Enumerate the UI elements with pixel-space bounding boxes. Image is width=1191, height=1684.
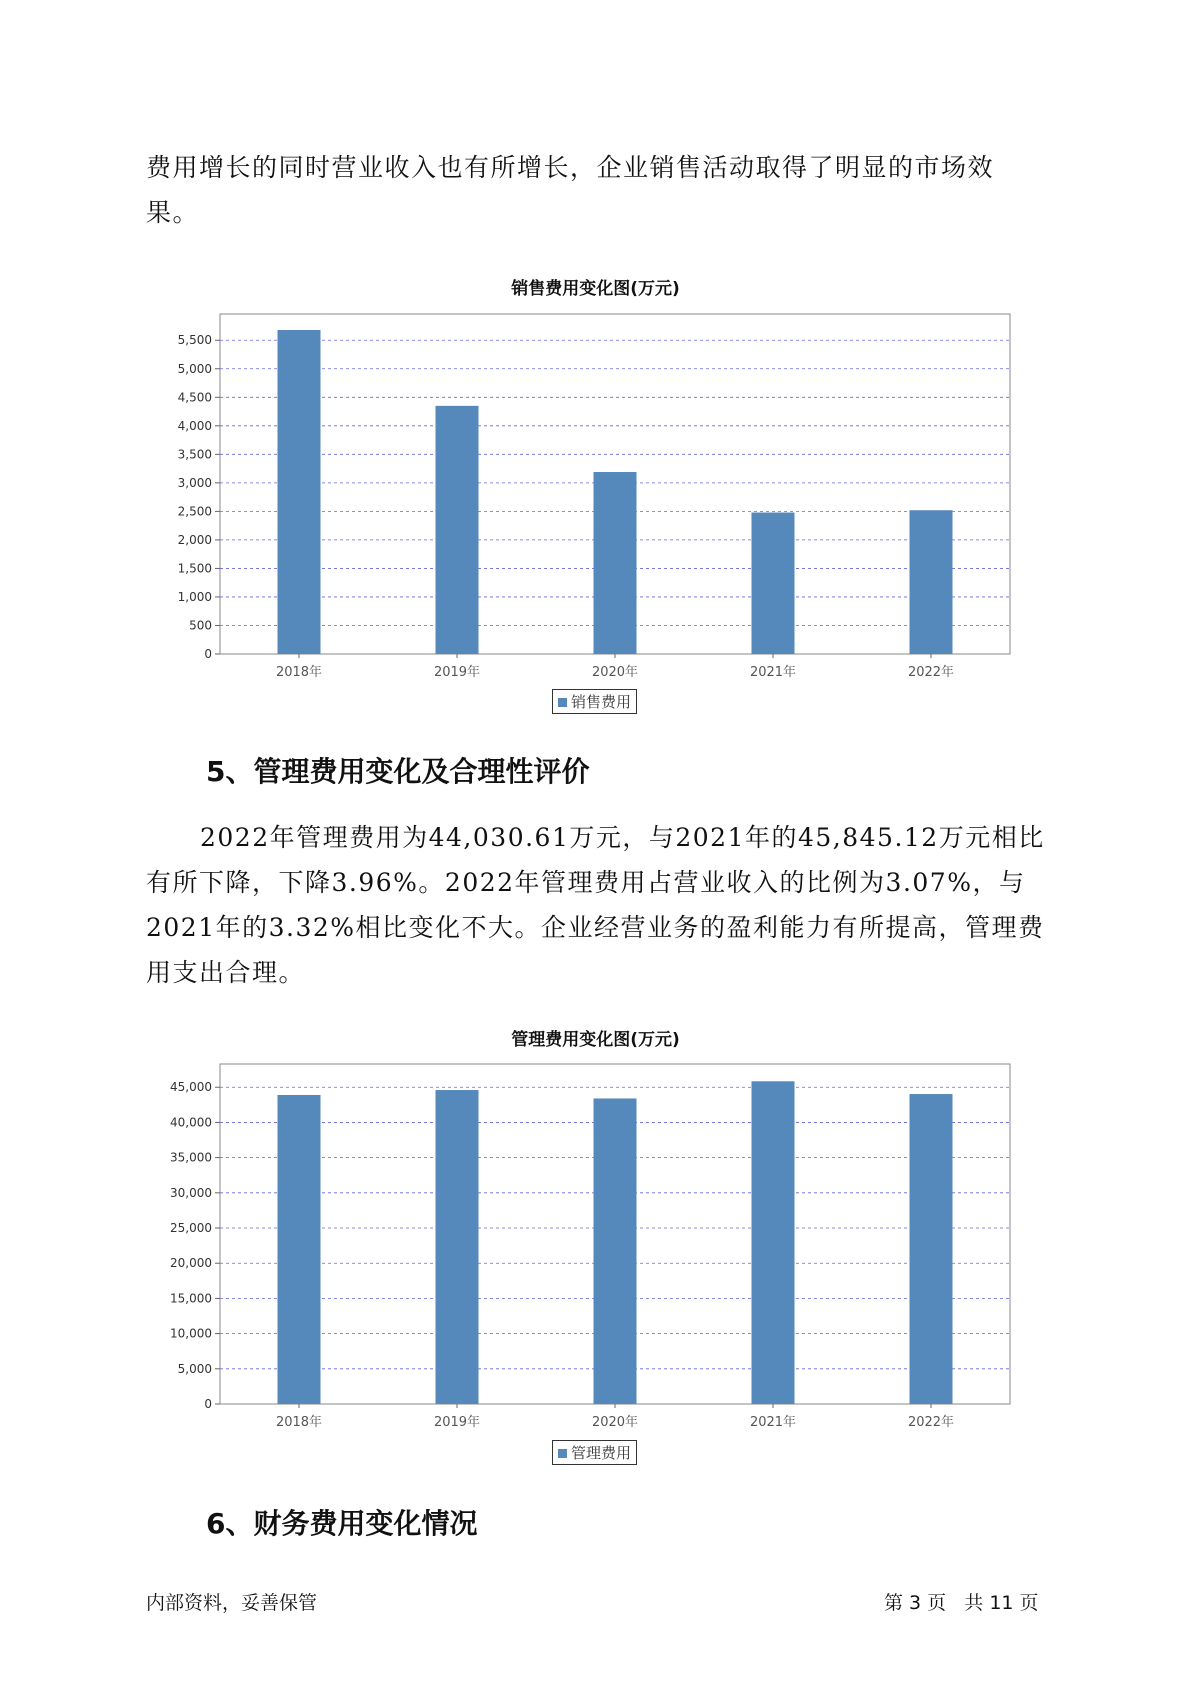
- chart-title-admin: 管理费用变化图(万元): [511, 1030, 680, 1050]
- intro-paragraph: 费用增长的同时营业收入也有所增长，企业销售活动取得了明显的市场效果。: [146, 153, 995, 227]
- bar: [436, 406, 479, 654]
- x-tick-label: 2019年: [433, 665, 481, 680]
- x-tick-label: 2018年: [275, 665, 323, 680]
- bar: [910, 510, 953, 654]
- y-tick-label: 3,500: [177, 447, 212, 462]
- bar: [594, 1098, 637, 1404]
- legend-swatch: [558, 1449, 567, 1458]
- x-tick-label: 2021年: [749, 665, 797, 680]
- y-tick-label: 5,500: [177, 333, 212, 348]
- y-tick-label: 4,000: [177, 418, 212, 433]
- bar: [910, 1094, 953, 1404]
- legend-sales: [552, 689, 637, 714]
- footer-confidential: 内部资料，妥善保管: [146, 1592, 318, 1614]
- bar: [594, 472, 637, 654]
- y-tick-label: 0: [204, 1397, 212, 1411]
- y-tick-label: 25,000: [170, 1221, 212, 1236]
- x-tick-label: 2020年: [591, 665, 639, 680]
- y-tick-label: 20,000: [170, 1256, 212, 1271]
- x-tick-label: 2020年: [591, 1415, 639, 1430]
- legend-label: 管理费用: [571, 1444, 632, 1462]
- y-tick-label: 35,000: [170, 1150, 212, 1165]
- bar: [752, 513, 795, 654]
- y-tick-label: 10,000: [170, 1326, 212, 1341]
- y-tick-label: 30,000: [170, 1185, 212, 1200]
- y-tick-label: 1,000: [177, 589, 212, 604]
- y-tick-label: 0: [204, 647, 212, 661]
- y-tick-label: 500: [189, 618, 212, 633]
- y-tick-label: 2,000: [177, 532, 212, 547]
- x-tick-label: 2021年: [749, 1415, 797, 1430]
- y-tick-label: 5,000: [177, 361, 212, 376]
- bar: [752, 1081, 795, 1404]
- x-tick-label: 2018年: [275, 1415, 323, 1430]
- footer-page-number: 第 3 页 共 11 页: [884, 1592, 1039, 1614]
- y-tick-label: 2,500: [177, 504, 212, 519]
- y-tick-label: 40,000: [170, 1115, 212, 1130]
- chart-title-sales: 销售费用变化图(万元): [511, 279, 680, 299]
- y-tick-label: 4,500: [177, 390, 212, 405]
- section5-heading: 5、管理费用变化及合理性评价: [206, 755, 590, 788]
- x-tick-label: 2019年: [433, 1415, 481, 1430]
- bar: [278, 330, 321, 654]
- section6-heading: 6、财务费用变化情况: [206, 1507, 478, 1540]
- x-tick-label: 2022年: [907, 665, 955, 680]
- bar: [278, 1095, 321, 1404]
- y-tick-label: 1,500: [177, 561, 212, 576]
- chart-admin-expense: [0, 1050, 1191, 1430]
- y-tick-label: 15,000: [170, 1291, 212, 1306]
- legend-swatch: [558, 698, 567, 707]
- x-tick-label: 2022年: [907, 1415, 955, 1430]
- y-tick-label: 5,000: [177, 1361, 212, 1376]
- bar: [436, 1090, 479, 1404]
- chart-sales-expense: [0, 300, 1191, 680]
- legend-label: 销售费用: [571, 693, 632, 711]
- legend-admin: [552, 1440, 637, 1465]
- section5-paragraph: 2022年管理费用为44,030.61万元，与2021年的45,845.12万元相比有所下降，下降3.96%。2022年管理费用占营业收入的比例为3.07%，与2021年的3.32%相比变化不大。企业经营业务的盈利能力有所提高，管理费用支出合理。: [146, 823, 1045, 987]
- y-tick-label: 45,000: [170, 1080, 212, 1095]
- y-tick-label: 3,000: [177, 475, 212, 490]
